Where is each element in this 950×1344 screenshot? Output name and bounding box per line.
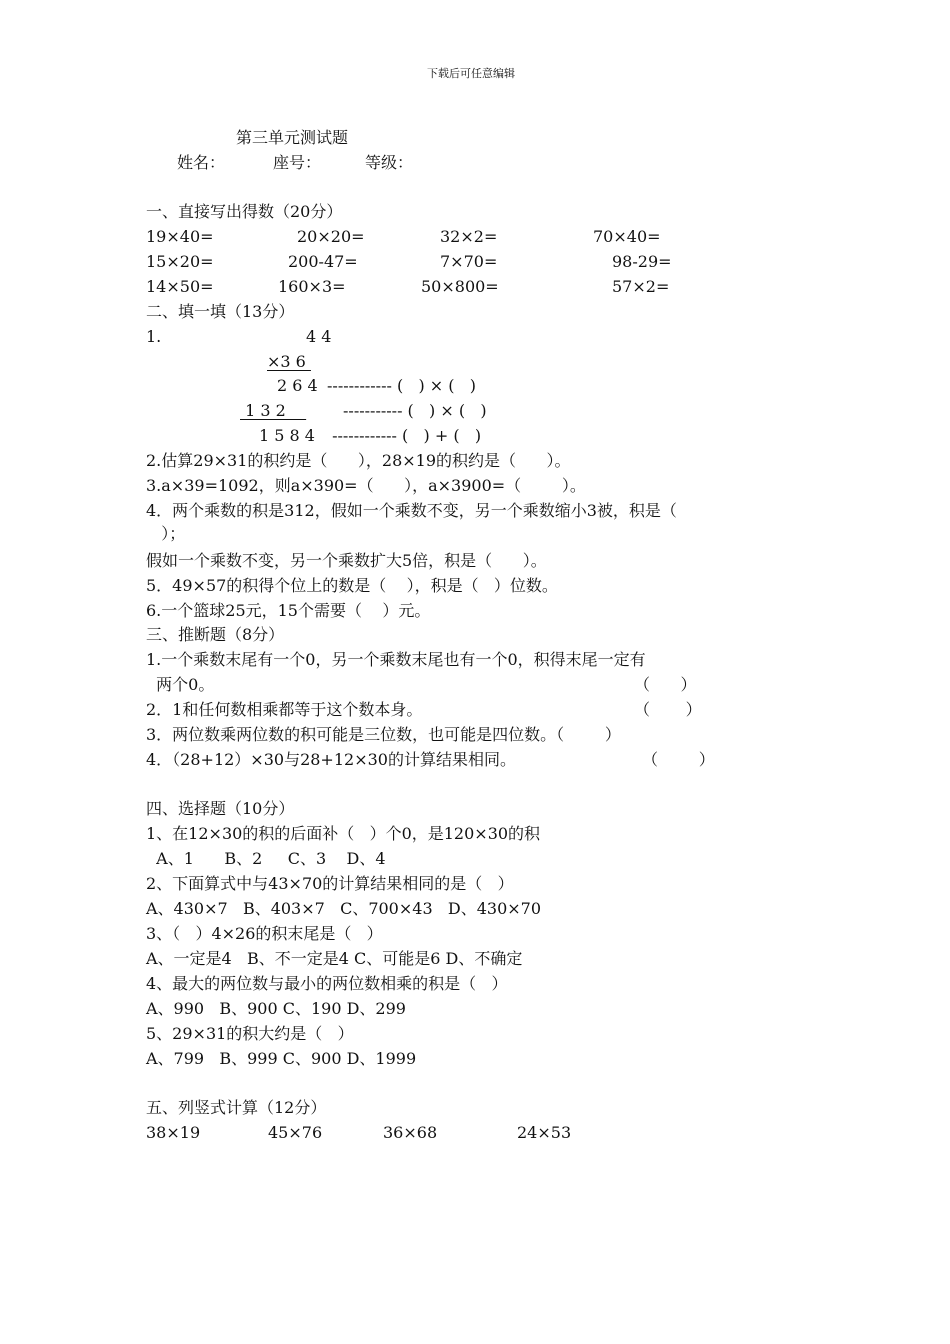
section-3-title: 三、推断题（8分） bbox=[146, 625, 285, 644]
calc-item: 15×20= bbox=[146, 252, 214, 271]
judge-4: 4．（28+12）×30与28+12×30的计算结果相同。 bbox=[146, 750, 516, 769]
vertical-calc-item: 24×53 bbox=[517, 1123, 572, 1142]
calc-item: 32×2= bbox=[440, 227, 498, 246]
judge-1-line-2: 两个0。 bbox=[146, 675, 215, 694]
choice-line: A、990 B、900 C、190 D、299 bbox=[146, 999, 406, 1018]
question-6: 6.一个篮球25元，15个需要（ ）元。 bbox=[146, 601, 431, 620]
choice-line: 4、最大的两位数与最小的两位数相乘的积是（ ） bbox=[146, 974, 508, 993]
calc-item: 7×70= bbox=[440, 252, 498, 271]
judge-2: 2．1和任何数相乘都等于这个数本身。 bbox=[146, 700, 423, 719]
judge-1-answer: （ ） bbox=[634, 675, 697, 694]
question-number: 1. bbox=[146, 327, 162, 346]
question-3: 3.a×39=1092，则a×390=（ ），a×3900=（ ）。 bbox=[146, 476, 586, 495]
grade-label: 等级： bbox=[365, 153, 414, 172]
question-4-line-3: 假如一个乘数不变，另一个乘数扩大5倍，积是（ ）。 bbox=[146, 551, 547, 570]
choice-line: 3、（ ）4×26的积末尾是（ ） bbox=[146, 924, 383, 943]
calc-item: 20×20= bbox=[297, 227, 365, 246]
question-4-line-2: ）； bbox=[146, 524, 186, 543]
choice-line: A、799 B、999 C、900 D、1999 bbox=[146, 1049, 417, 1068]
vertical-mult-sum: 1 5 8 4 bbox=[259, 426, 315, 445]
vertical-calc-item: 38×19 bbox=[146, 1123, 201, 1142]
vertical-calc-item: 45×76 bbox=[268, 1123, 323, 1142]
calc-item: 160×3= bbox=[278, 277, 346, 296]
choice-line: 1、在12×30的积的后面补（ ）个0，是120×30的积 bbox=[146, 824, 541, 843]
judge-1-line-1: 1.一个乘数末尾有一个0，另一个乘数末尾也有一个0，积得末尾一定有 bbox=[146, 650, 646, 669]
seat-label: 座号： bbox=[273, 153, 322, 172]
question-5: 5．49×57的积得个位上的数是（ ），积是（ ）位数。 bbox=[146, 576, 558, 595]
vertical-calc-item: 36×68 bbox=[383, 1123, 438, 1142]
calc-item: 19×40= bbox=[146, 227, 214, 246]
calc-item: 57×2= bbox=[612, 277, 670, 296]
choice-line: A、一定是4 B、不一定是4 C、可能是6 D、不确定 bbox=[146, 949, 523, 968]
judge-3: 3．两位数乘两位数的积可能是三位数，也可能是四位数。（ ） bbox=[146, 725, 621, 744]
calc-item: 50×800= bbox=[421, 277, 499, 296]
calc-item: 200-47= bbox=[288, 252, 358, 271]
vertical-mult-partial-2: 1 3 2 bbox=[240, 401, 307, 420]
question-2: 2.估算29×31的积约是（ ），28×19的积约是（ ）。 bbox=[146, 451, 571, 470]
question-4-line-1: 4．两个乘数的积是312，假如一个乘数不变，另一个乘数缩小3被，积是（ bbox=[146, 501, 677, 520]
partial-1-blanks: ------------ ( ) × ( ) bbox=[327, 376, 477, 395]
choice-line: 5、29×31的积大约是（ ） bbox=[146, 1024, 354, 1043]
choice-line: A、1 B、2 C、3 D、4 bbox=[146, 849, 386, 868]
sum-blanks: ------------ ( ) + ( ) bbox=[327, 426, 482, 445]
name-label: 姓名： bbox=[177, 153, 226, 172]
partial-2-blanks: ----------- ( ) × ( ) bbox=[343, 401, 487, 420]
vertical-mult-top: 4 4 bbox=[306, 327, 332, 346]
section-1-title: 一、直接写出得数（20分） bbox=[146, 202, 343, 221]
section-2-title: 二、填一填（13分） bbox=[146, 302, 295, 321]
section-4-title: 四、选择题（10分） bbox=[146, 799, 295, 818]
page-title: 第三单元测试题 bbox=[236, 128, 349, 147]
choice-line: A、430×7 B、403×7 C、700×43 D、430×70 bbox=[146, 899, 542, 918]
section-5-title: 五、列竖式计算（12分） bbox=[146, 1098, 327, 1117]
vertical-mult-multiplier: ×3 6 bbox=[267, 352, 311, 371]
calc-item: 14×50= bbox=[146, 277, 214, 296]
calc-item: 98-29= bbox=[612, 252, 672, 271]
header-note: 下载后可任意编辑 bbox=[427, 67, 515, 80]
vertical-mult-partial-1: 2 6 4 bbox=[277, 376, 318, 395]
choice-line: 2、下面算式中与43×70的计算结果相同的是（ ） bbox=[146, 874, 514, 893]
calc-item: 70×40= bbox=[593, 227, 661, 246]
judge-4-answer: （ ） bbox=[642, 750, 715, 769]
judge-2-answer: （ ） bbox=[634, 700, 702, 719]
